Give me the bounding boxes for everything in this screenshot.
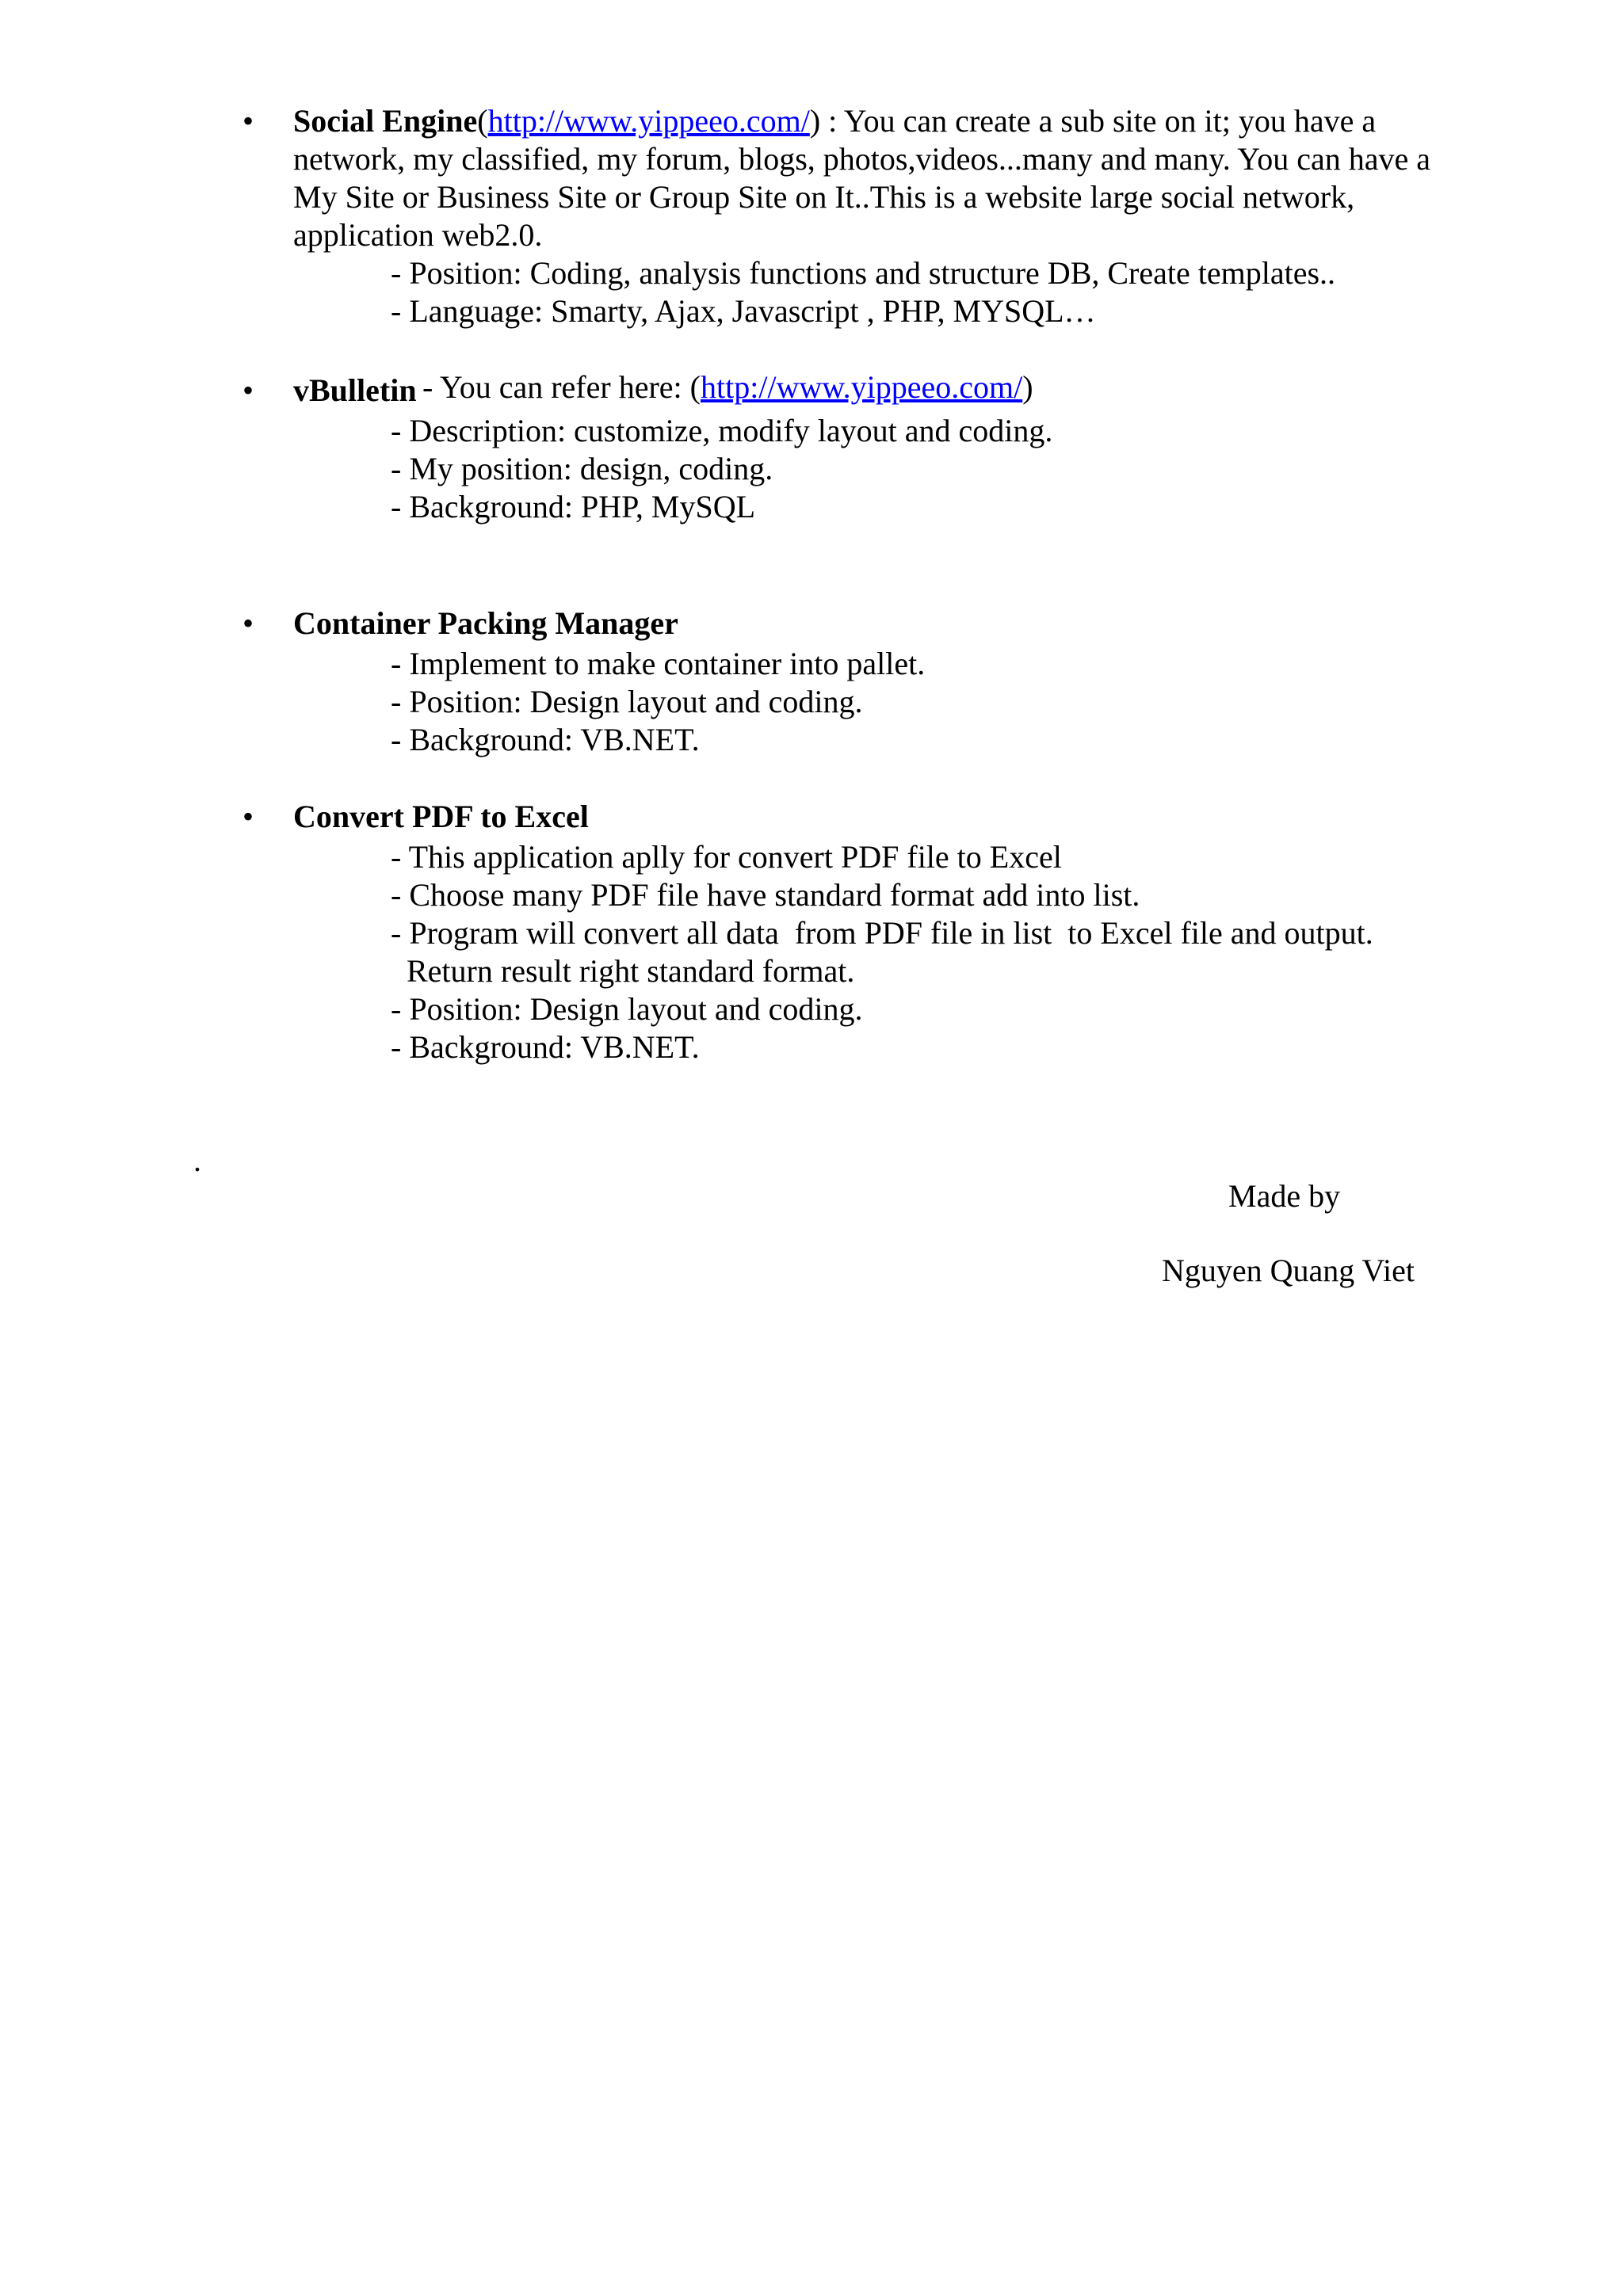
- detail-line: - Program will convert all data from PDF file in list to Excel file and output.: [391, 915, 1373, 951]
- detail-line: - My position: design, coding.: [391, 451, 773, 486]
- detail-line-refer: - You can refer here: (http://www.yippeeo.com/): [422, 369, 1033, 405]
- item-title: Convert PDF to Excel: [293, 799, 589, 834]
- item-title: vBulletin: [293, 372, 417, 408]
- paragraph-line: application web2.0.: [293, 217, 543, 253]
- item-title: Container Packing Manager: [293, 605, 678, 641]
- detail-line: - Position: Design layout and coding.: [391, 991, 863, 1027]
- item-title: Social Engine: [293, 103, 478, 139]
- detail-line: - This application aplly for convert PDF file to Excel: [391, 839, 1062, 875]
- author-name: Nguyen Quang Viet: [1162, 1253, 1415, 1288]
- bullet-icon: •: [242, 799, 254, 834]
- detail-line: - Background: VB.NET.: [391, 1029, 700, 1065]
- bullet-icon: •: [242, 605, 254, 641]
- item-social-engine-heading: Social Engine(http://www.yippeeo.com/) : You can create a sub site on it; you have a: [293, 103, 1377, 139]
- paragraph-line: My Site or Business Site or Group Site on It..This is a website large social network,: [293, 179, 1355, 215]
- detail-line: - Position: Coding, analysis functions and structure DB, Create templates..: [391, 255, 1336, 291]
- bullet-icon: •: [242, 103, 254, 139]
- made-by-label: Made by: [1228, 1178, 1341, 1214]
- stray-dot: .: [193, 1142, 201, 1178]
- yippeeo-refer-link[interactable]: http://www.yippeeo.com/: [700, 369, 1023, 405]
- detail-line: - Position: Design layout and coding.: [391, 684, 863, 719]
- paragraph-line: network, my classified, my forum, blogs, photos,videos...many and many. You can have a: [293, 141, 1430, 177]
- bullet-icon: •: [242, 372, 254, 408]
- yippeeo-link[interactable]: http://www.yippeeo.com/: [487, 103, 810, 139]
- detail-line: - Description: customize, modify layout and coding.: [391, 413, 1053, 448]
- intro-text: ) : You can create a sub site on it; you have a: [809, 103, 1377, 139]
- detail-line: - Choose many PDF file have standard format add into list.: [391, 877, 1140, 913]
- detail-line: - Background: VB.NET.: [391, 722, 700, 757]
- detail-line: - Implement to make container into pallet.: [391, 646, 926, 681]
- detail-line: Return result right standard format.: [391, 953, 855, 989]
- detail-line: - Language: Smarty, Ajax, Javascript , PHP, MYSQL…: [391, 293, 1096, 329]
- detail-line: - Background: PHP, MySQL: [391, 489, 756, 524]
